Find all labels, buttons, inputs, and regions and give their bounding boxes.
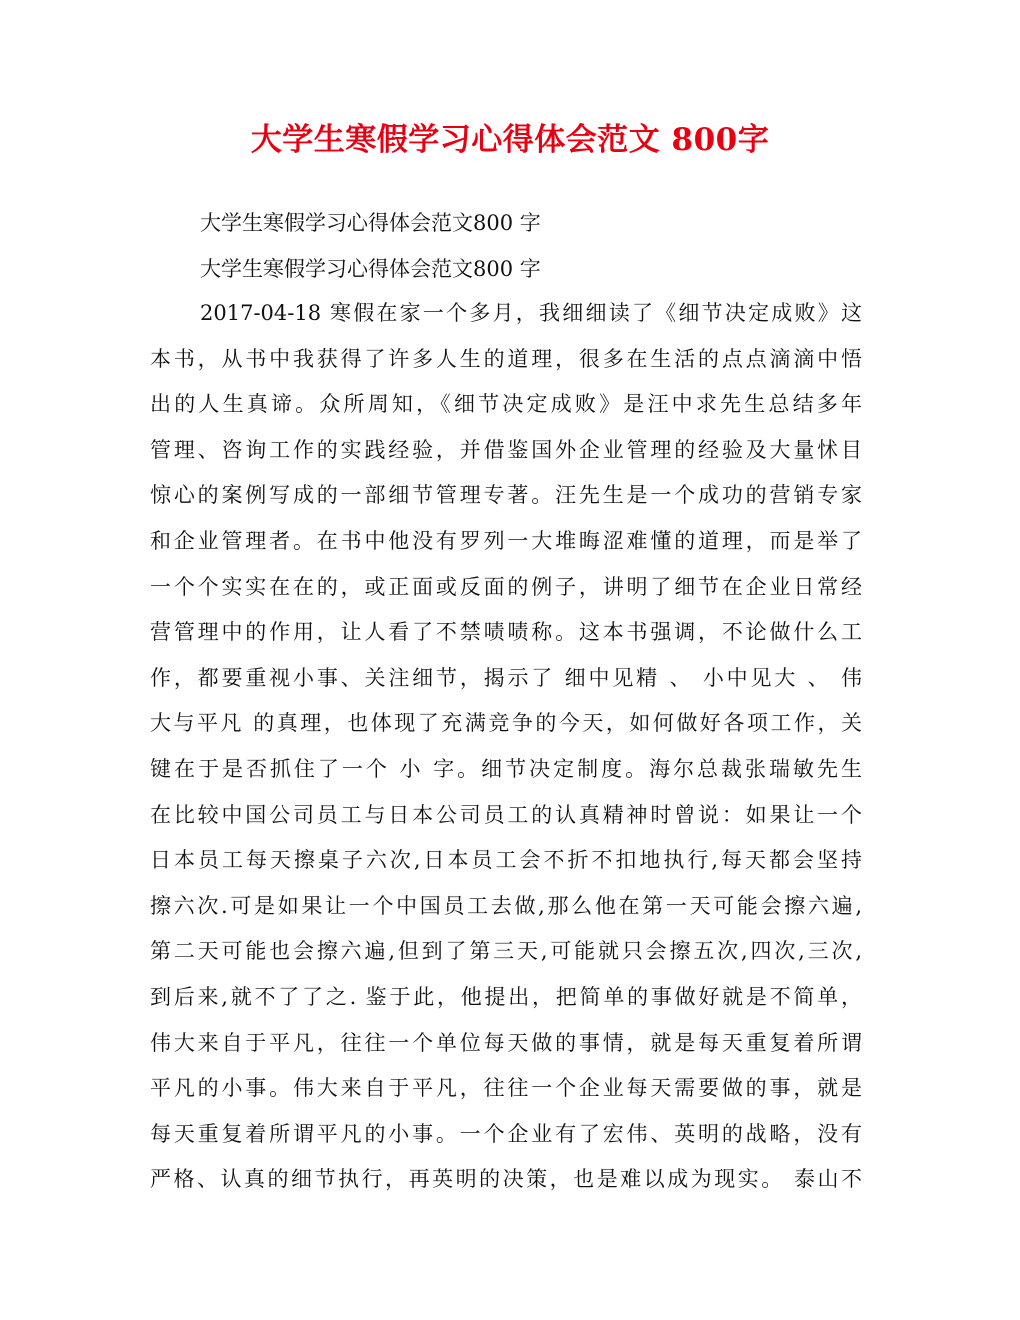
- body-paragraph: [150, 298, 862, 1210]
- body-line: 惊心的案例写成的一部细节管理专著。汪先生是一个成功的营销专家: [150, 483, 862, 508]
- body-line: 一个个实实在在的，或正面或反面的例子，讲明了细节在企业日常经: [150, 574, 862, 599]
- body-line: 每天重复着所谓平凡的小事。一个企业有了宏伟、英明的战略，没有: [150, 1121, 862, 1146]
- body-line: 营管理中的作用，让人看了不禁啧啧称。这本书强调，不论做什么工: [150, 620, 862, 645]
- body-line: 到后来,就不了了之. 鉴于此，他提出，把简单的事做好就是不简单，: [150, 984, 862, 1009]
- body-line: 键在于是否抓住了一个 小 字。细节决定制度。海尔总裁张瑞敏先生: [150, 756, 862, 781]
- body-line: 第二天可能也会擦六遍,但到了第三天,可能就只会擦五次,四次,三次,: [150, 939, 862, 964]
- body-line: 日本员工每天擦桌子六次,日本员工会不折不扣地执行,每天都会坚持: [150, 848, 862, 873]
- body-line: 和企业管理者。在书中他没有罗列一大堆晦涩难懂的道理，而是举了: [150, 528, 862, 553]
- body-line: 本书，从书中我获得了许多人生的道理，很多在生活的点点滴滴中悟: [150, 346, 862, 371]
- body-line: 擦六次.可是如果让一个中国员工去做,那么他在第一天可能会擦六遍,: [150, 893, 862, 918]
- body-line: 伟大来自于平凡，往往一个单位每天做的事情，就是每天重复着所谓: [150, 1030, 862, 1055]
- document-title: 大学生寒假学习心得体会范文 800字: [250, 122, 770, 158]
- body-line: 大与平凡 的真理，也体现了充满竞争的今天，如何做好各项工作，关: [150, 711, 862, 736]
- subtitle-line-2: 大学生寒假学习心得体会范文800 字: [200, 257, 541, 281]
- body-line: 平凡的小事。伟大来自于平凡，往往一个企业每天需要做的事，就是: [150, 1076, 862, 1101]
- body-line: 严格、认真的细节执行，再英明的决策，也是难以成为现实。 泰山不: [150, 1167, 862, 1192]
- body-line: 管理、咨询工作的实践经验，并借鉴国外企业管理的经验及大量怵目: [150, 437, 862, 462]
- body-line: 在比较中国公司员工与日本公司员工的认真精神时曾说：如果让一个: [150, 802, 862, 827]
- body-line: 2017-04-18 寒假在家一个多月，我细细读了《细节决定成败》这: [200, 301, 862, 325]
- body-line: 作，都要重视小事、关注细节，揭示了 细中见精 、 小中见大 、 伟: [150, 665, 862, 690]
- subtitle-line-1: 大学生寒假学习心得体会范文800 字: [200, 211, 541, 235]
- body-line: 出的人生真谛。众所周知，《细节决定成败》是汪中求先生总结多年: [150, 392, 862, 417]
